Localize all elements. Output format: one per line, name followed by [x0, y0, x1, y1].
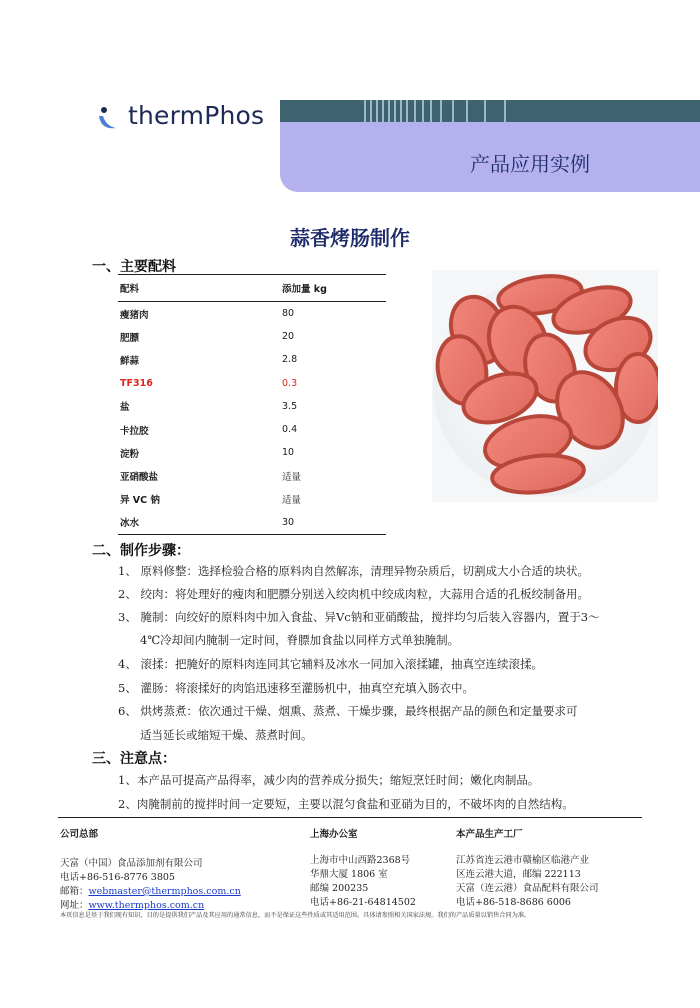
hq-web-row [60, 897, 204, 911]
ingredient-name: 鲜蒜 [120, 355, 140, 367]
ingredient-name: 卡拉胶 [120, 425, 149, 437]
factory-company: 天富（连云港）食品配料有限公司 [456, 883, 599, 894]
shanghai-zip: 邮编 200235 [310, 883, 369, 894]
note-line: 1、本产品可提高产品得率，减少肉的营养成分损失；缩短烹饪时间；嫩化肉制品。 [118, 773, 540, 787]
column-header-amount: 添加量 kg [282, 284, 327, 295]
hq-email-link[interactable]: webmaster@thermphos.com.cn [88, 886, 241, 897]
document-title: 蒜香烤肠制作 [290, 226, 410, 250]
footer-disclaimer: 本页信息是基于我们现有知识，目的是提供我们产品及其应用的通常信息，而不是保证这些性质或其适用范围。具体请参照相关国家法规。我们的产品质量以销售合同为准。 [60, 912, 531, 919]
shanghai-address-1: 上海市中山西路2368号 [310, 855, 411, 866]
factory-address-2: 区连云港大道，邮编 222113 [456, 869, 581, 880]
ingredient-amount: 20 [282, 331, 295, 343]
ingredient-name: 瘦猪肉 [120, 309, 149, 321]
column-header-ingredient: 配料 [120, 284, 140, 295]
table-row [118, 488, 386, 511]
step-line-continued: 适当延长或缩短干燥、蒸煮时间。 [140, 728, 313, 742]
ingredient-amount: 80 [282, 308, 295, 320]
stripe-pattern [362, 100, 512, 122]
hq-company: 天富（中国）食品添加剂有限公司 [60, 858, 203, 869]
header-stripe-bar [280, 100, 700, 122]
shanghai-phone: 电话+86-21-64814502 [310, 897, 416, 908]
table-row [118, 418, 386, 441]
section-heading-ingredients: 一、主要配料 [92, 259, 176, 275]
table-header-row [118, 275, 386, 301]
ingredient-name: 亚硝酸盐 [120, 471, 159, 483]
footer-heading-factory: 本产品生产工厂 [456, 829, 523, 840]
step-line: 3、 腌制：向绞好的原料肉中加入食盐、异Vc钠和亚硝酸盐，搅拌均匀后装入容器内，置于3～ [118, 610, 600, 624]
table-row [118, 348, 386, 371]
step-line: 5、 灌肠：将滚揉好的肉馅迅速移至灌肠机中，抽真空充填入肠衣中。 [118, 681, 474, 695]
ingredient-amount: 30 [282, 516, 295, 528]
table-row [118, 325, 386, 348]
table-row [118, 302, 386, 325]
ingredient-name: 异 VC 钠 [120, 495, 160, 507]
ingredient-amount: 2.8 [282, 354, 298, 366]
company-logo [96, 98, 264, 132]
hq-web-label: 网址： [60, 900, 89, 911]
hq-email-label: 邮箱： [60, 886, 89, 897]
ingredient-name: TF316 [120, 377, 153, 389]
table-row [118, 395, 386, 418]
shanghai-address-2: 华鼎大厦 1806 室 [310, 869, 388, 880]
ingredient-name: 盐 [120, 402, 130, 414]
step-line: 2、 绞肉：将处理好的瘦肉和肥膘分别送入绞肉机中绞成肉粒，大蒜用合适的孔板绞制备用。 [118, 587, 589, 601]
header-banner [280, 122, 700, 192]
crescent-logo-icon [96, 98, 122, 132]
footer-rule [58, 817, 642, 818]
logo-wordmark: thermPhos [128, 100, 265, 130]
ingredient-amount: 0.3 [282, 377, 298, 389]
table-row [118, 441, 386, 464]
section-heading-steps: 二、制作步骤： [92, 543, 190, 559]
factory-phone: 电话+86-518-8686 6006 [456, 897, 571, 908]
section-heading-notes: 三、注意点： [92, 751, 176, 767]
step-line: 1、 原料修整：选择检验合格的原料肉自然解冻，清理异物杂质后，切割成大小合适的块状。 [118, 564, 589, 578]
ingredient-name: 冰水 [120, 518, 140, 530]
table-row [118, 511, 386, 534]
sausage-photo [432, 270, 658, 502]
ingredient-amount: 10 [282, 447, 295, 459]
table-row [118, 464, 386, 487]
ingredient-name: 肥膘 [120, 332, 140, 344]
ingredient-amount: 适量 [282, 495, 302, 507]
hq-email-row [60, 883, 241, 897]
footer-heading-shanghai: 上海办公室 [310, 829, 358, 840]
step-line: 4、 滚揉：把腌好的原料肉连同其它辅料及冰水一同加入滚揉罐，抽真空连续滚揉。 [118, 657, 543, 671]
ingredients-table [118, 274, 386, 535]
factory-address-1: 江苏省连云港市赣榆区临港产业 [456, 855, 590, 866]
ingredient-amount: 0.4 [282, 424, 298, 436]
hq-web-link[interactable]: www.thermphos.com.cn [88, 900, 205, 911]
step-line-continued: 4℃冷却间内腌制一定时间，脊膘加食盐以同样方式单独腌制。 [140, 633, 460, 647]
footer-heading-hq: 公司总部 [60, 829, 99, 840]
ingredient-name: 淀粉 [120, 448, 140, 460]
table-bottom-rule [118, 534, 386, 535]
ingredient-amount: 3.5 [282, 400, 298, 412]
note-line: 2、肉腌制前的搅拌时间一定要短，主要以混匀食盐和亚硝为目的，不破坏肉的自然结构。 [118, 797, 574, 811]
banner-title: 产品应用实例 [470, 152, 590, 176]
step-line: 6、 烘烤蒸煮：依次通过干燥、烟熏、蒸煮、干燥步骤，最终根据产品的颜色和定量要求可 [118, 704, 578, 718]
ingredient-amount: 适量 [282, 471, 302, 483]
hq-phone: 电话+86-516-8776 3805 [60, 872, 175, 883]
table-row-highlight [118, 372, 386, 395]
